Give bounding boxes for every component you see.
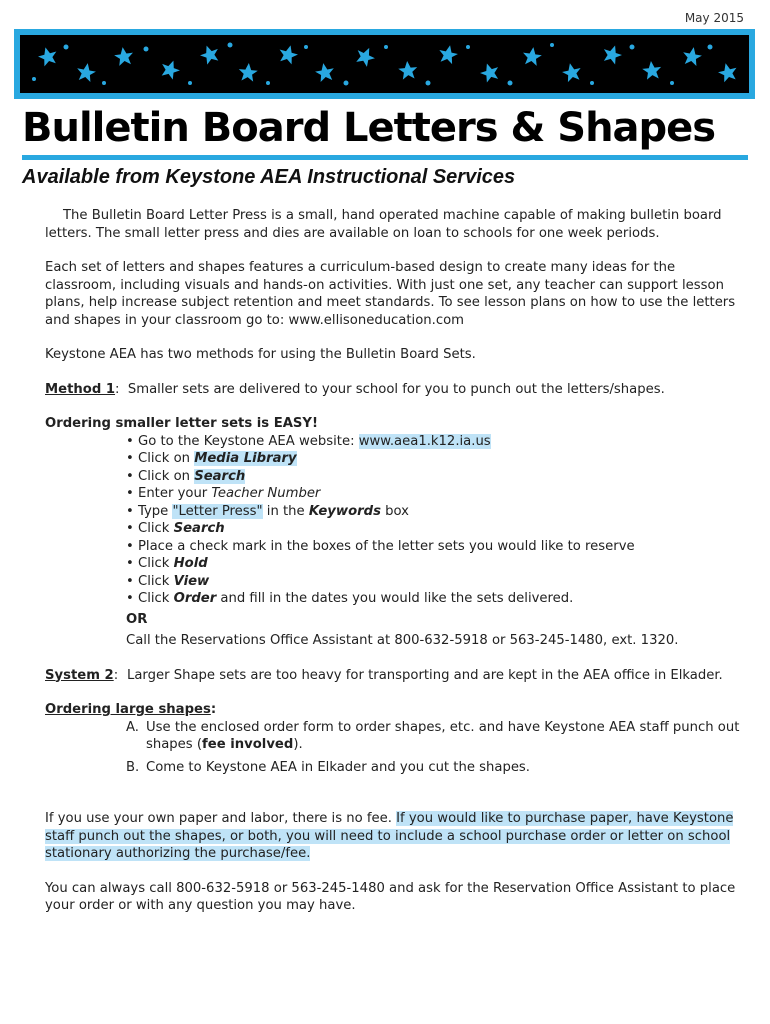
list-item: A. Use the enclosed order form to order shapes, etc. and have Keystone AEA staff punch out shapes (fee involved).	[126, 719, 740, 752]
star-banner-art	[20, 35, 749, 93]
issue-date: May 2015	[684, 11, 744, 25]
title-divider	[22, 155, 748, 160]
or-separator: OR	[126, 611, 148, 627]
intro-paragraph: The Bulletin Board Letter Press is a small, hand operated machine capable of making bulletin board letters. The small letter press and dies are available on loan to schools for one week periods.	[45, 208, 722, 241]
method-1: Method 1: Smaller sets are delivered to your school for you to punch out the letters/shapes.	[45, 381, 665, 397]
page-subtitle: Available from Keystone AEA Instructional Services	[22, 166, 516, 188]
list-item: • Click Hold	[126, 556, 208, 571]
sets-paragraph: Each set of letters and shapes features a curriculum-based design to create many ideas for the classroom, including visuals and hands-on activities. With just one set, any teacher can support lesson plans, help increase subject retention and meet standards. To see lesson plans on how to use the letters and shapes in your classroom go to: www.ellisoneducation.com	[45, 260, 736, 328]
system-2-text: Larger Shape sets are too heavy for transporting and are kept in the AEA office in Elkader.	[127, 667, 723, 683]
ordering-small-heading: Ordering smaller letter sets is EASY!	[45, 416, 318, 431]
website-link[interactable]: www.aea1.k12.ia.us	[358, 433, 491, 449]
closing-paragraph: You can always call 800-632-5918 or 563-245-1480 and ask for the Reservation Office Assistant to place your order or with any question you may have.	[45, 880, 736, 913]
dot-icon	[32, 43, 713, 86]
ordering-steps	[45, 433, 745, 608]
methods-intro: Keystone AEA has two methods for using the Bulletin Board Sets.	[45, 347, 476, 362]
star-banner	[14, 29, 755, 99]
method-1-label: Method 1	[45, 381, 116, 397]
system-2-label: System 2	[45, 667, 114, 683]
list-item: • Click on Media Library	[126, 451, 297, 466]
list-item: • Click View	[126, 573, 210, 589]
list-item: • Go to the Keystone AEA website: www.aea1.k12.ia.us	[126, 433, 491, 449]
fee-paragraph: If you use your own paper and labor, there is no fee. If you would like to purchase paper, have Keystone staff punch out the shapes, or both, you will need to include a school purchase order or letter on school stationary authorizing the purchase/fee.	[45, 811, 734, 861]
list-item: • Enter your Teacher Number	[126, 486, 321, 501]
ordering-large-list	[45, 719, 745, 777]
list-item: • Click Search	[126, 521, 225, 536]
list-item: • Type "Letter Press" in the Keywords box	[126, 503, 409, 519]
list-item: • Click Order and fill in the dates you would like the sets delivered.	[126, 591, 574, 606]
list-item: • Place a check mark in the boxes of the letter sets you would like to reserve	[126, 538, 635, 554]
call-instruction: Call the Reservations Office Assistant at 800-632-5918 or 563-245-1480, ext. 1320.	[126, 633, 679, 648]
fee-highlight: If you would like to purchase paper, have Keystone staff punch out the shapes, or both, you will need to include a school purchase order or letter on school stationary authorizing the purchase/fee.	[45, 811, 734, 861]
document-body	[45, 207, 745, 915]
method-1-text: Smaller sets are delivered to your school for you to punch out the letters/shapes.	[127, 381, 665, 397]
ordering-large-heading: Ordering large shapes:	[45, 702, 217, 717]
list-item: B. Come to Keystone AEA in Elkader and you cut the shapes.	[126, 759, 530, 775]
system-2: System 2: Larger Shape sets are too heavy for transporting and are kept in the AEA office in Elkader.	[45, 667, 723, 683]
list-item: • Click on Search	[126, 468, 246, 484]
page-title: Bulletin Board Letters & Shapes	[22, 105, 716, 151]
